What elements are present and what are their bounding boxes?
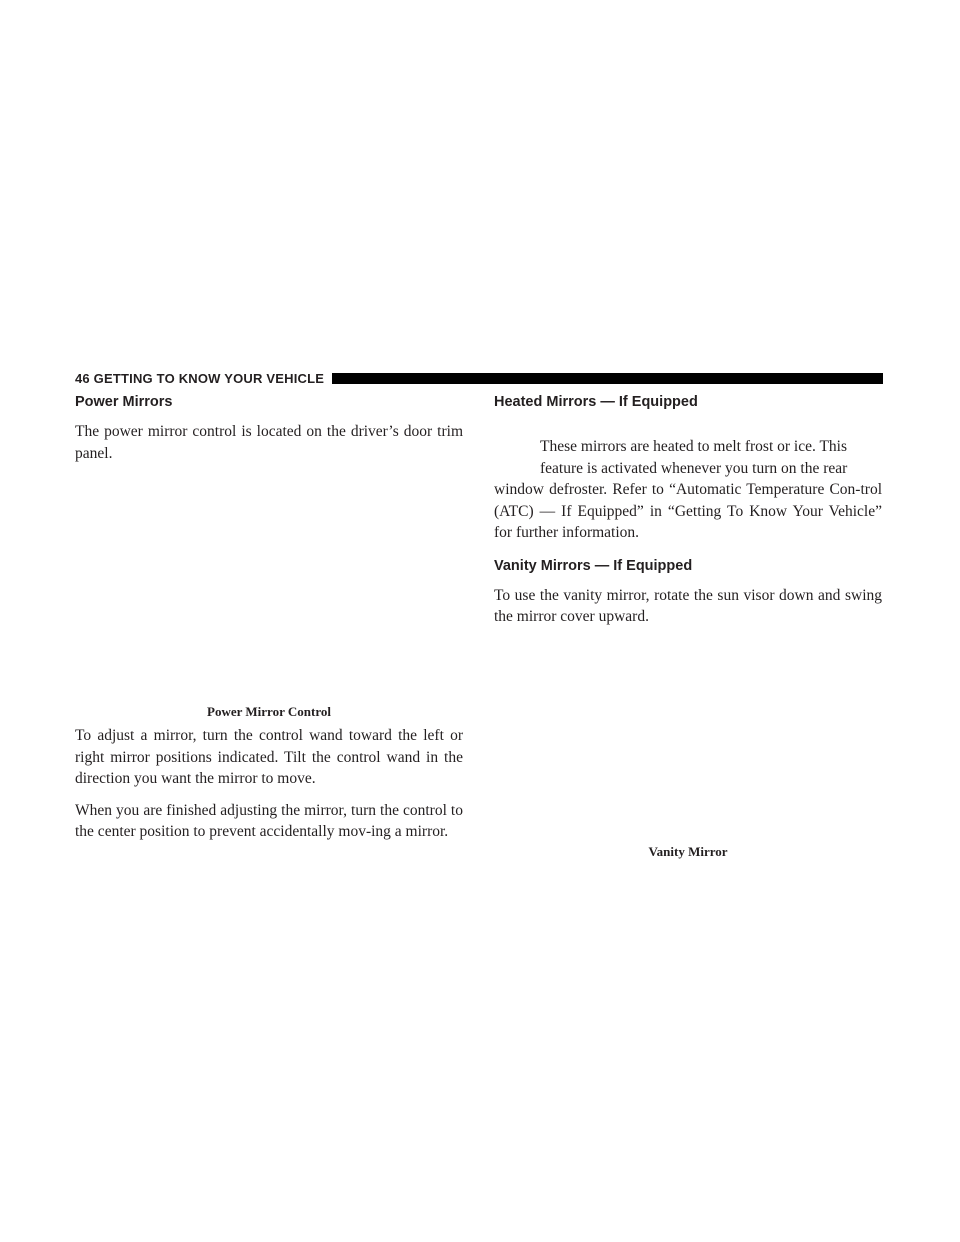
power-mirrors-adjust-paragraph: To adjust a mirror, turn the control wand toward the left or right mirror positions indicated. Tilt the control wand in the direction you want the mirror to move.: [75, 727, 463, 787]
heated-mirrors-line-1: These mirrors are heated to melt frost or ice. This: [494, 436, 882, 458]
right-column: [494, 392, 882, 860]
section-title-heated-mirrors: Heated Mirrors — If Equipped: [494, 394, 698, 410]
left-column: [75, 392, 463, 843]
section-title-vanity-mirrors: Vanity Mirrors — If Equipped: [494, 557, 693, 574]
section-title-power-mirrors: Power Mirrors: [75, 394, 173, 410]
figure-caption-vanity-mirror: Vanity Mirror: [648, 843, 728, 859]
power-mirrors-intro: The power mirror control is located on the driver’s door trim panel.: [75, 423, 463, 462]
vanity-mirror-figure: [494, 628, 882, 844]
heated-mirror-icon: [494, 450, 540, 451]
figure-caption-power-mirror-control: Power Mirror Control: [207, 704, 331, 719]
page-header: [75, 368, 883, 388]
page-number-and-chapter: 46 GETTING TO KNOW YOUR VEHICLE: [75, 370, 325, 386]
power-mirrors-finish-paragraph: When you are finished adjusting the mirror, turn the control to the center position to prevent accidentally mov-ing a mirror.: [75, 801, 463, 840]
heated-mirror-icon-indent: [494, 472, 540, 473]
vanity-mirrors-body: To use the vanity mirror, rotate the sun visor down and swing the mirror cover upward.: [494, 586, 882, 625]
power-mirror-control-figure: [75, 464, 463, 704]
heated-mirrors-body: window defroster. Refer to “Automatic Temperature Con-trol (ATC) — If Equipped” in “Getting To Know Your Vehicle” for further information.: [494, 481, 882, 541]
header-rule: [332, 373, 883, 384]
heated-mirrors-line-2: feature is activated whenever you turn on the rear: [494, 458, 882, 480]
